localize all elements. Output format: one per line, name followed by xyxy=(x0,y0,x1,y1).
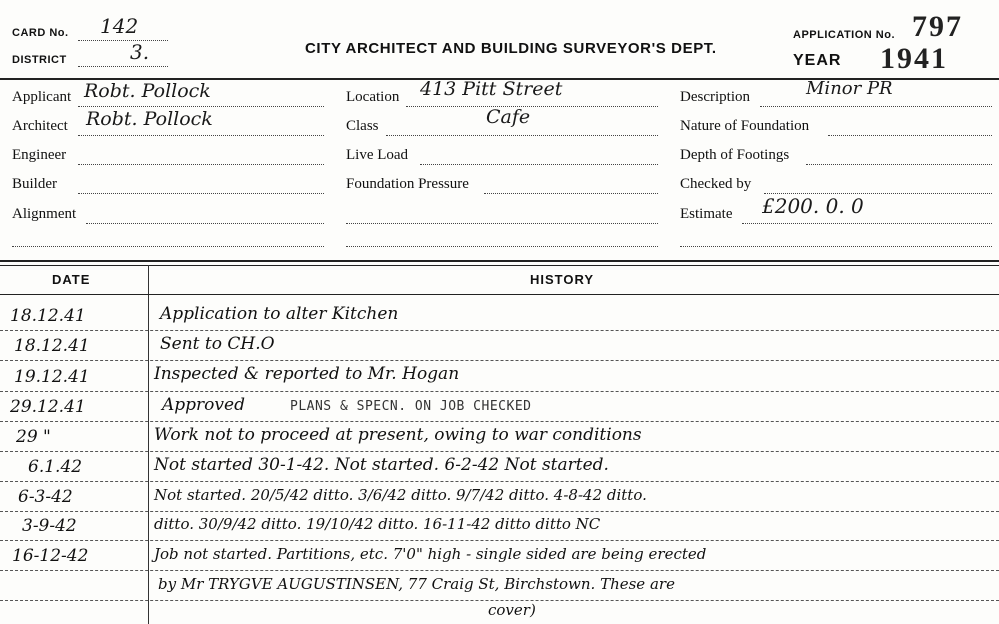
location-label: Location xyxy=(346,89,400,105)
foundation-pressure-line xyxy=(484,193,658,194)
district-line xyxy=(78,66,168,67)
class-line xyxy=(386,135,658,136)
alignment-label: Alignment xyxy=(12,206,77,222)
middle-blank-line-1 xyxy=(346,223,658,224)
row-line xyxy=(0,360,999,361)
row-history: Inspected & reported to Mr. Hogan xyxy=(154,364,460,384)
row-history: Work not to proceed at present, owing to war conditions xyxy=(154,425,642,445)
row-date: 16-12-42 xyxy=(12,546,89,566)
table-top-rule-2 xyxy=(0,265,999,266)
application-label: APPLICATION No. xyxy=(793,29,896,41)
row-history: Not started 30-1-42. Not started. 6-2-42 Not started. xyxy=(154,455,609,475)
applicant-label: Applicant xyxy=(12,89,72,105)
row-date: 6-3-42 xyxy=(18,487,73,507)
row-line xyxy=(0,451,999,452)
engineer-label: Engineer xyxy=(12,147,67,163)
row-history: Not started. 20/5/42 ditto. 3/6/42 ditto. 9/7/42 ditto. 4-8-42 ditto. xyxy=(154,486,647,504)
architect-label: Architect xyxy=(12,118,68,134)
live-load-line xyxy=(420,164,658,165)
description-label: Description xyxy=(680,89,750,105)
header-underline xyxy=(0,294,999,295)
foundation-pressure-label: Foundation Pressure xyxy=(346,176,469,192)
date-header: DATE xyxy=(52,272,91,287)
row-date: 3-9-42 xyxy=(22,516,77,536)
builder-line xyxy=(78,193,324,194)
table-top-rule xyxy=(0,260,999,262)
engineer-line xyxy=(78,164,324,165)
plans-checked-stamp: PLANS & SPECN. ON JOB CHECKED xyxy=(290,399,532,414)
application-number: 797 xyxy=(912,10,963,43)
nature-line xyxy=(828,135,992,136)
row-history: Sent to CH.O xyxy=(160,334,275,354)
alignment-line-2 xyxy=(12,246,324,247)
row-date: 18.12.41 xyxy=(14,336,90,356)
depth-of-footings-label: Depth of Footings xyxy=(680,147,790,163)
row-date: 19.12.41 xyxy=(14,367,90,387)
row-line xyxy=(0,540,999,541)
builder-label: Builder xyxy=(12,176,57,192)
estimate-line xyxy=(742,223,992,224)
row-history: Application to alter Kitchen xyxy=(160,304,399,324)
history-header: HISTORY xyxy=(530,272,595,287)
row-line xyxy=(0,421,999,422)
year-value: 1941 xyxy=(880,42,948,75)
estimate-value: £200. 0. 0 xyxy=(762,194,864,218)
checked-by-label: Checked by xyxy=(680,176,752,192)
estimate-label: Estimate xyxy=(680,206,733,222)
row-date: 6.1.42 xyxy=(28,457,83,477)
card-no-line xyxy=(78,40,168,41)
row-history: ditto. 30/9/42 ditto. 19/10/42 ditto. 16-11-42 ditto ditto NC xyxy=(154,515,601,533)
location-value: 413 Pitt Street xyxy=(420,78,563,100)
depth-line xyxy=(806,164,992,165)
applicant-value: Robt. Pollock xyxy=(84,80,211,102)
row-line xyxy=(0,481,999,482)
location-line xyxy=(406,106,658,107)
class-label: Class xyxy=(346,118,379,134)
row-history: Job not started. Partitions, etc. 7'0" high - single sided are being erected xyxy=(154,545,707,563)
alignment-line xyxy=(86,223,324,224)
row-history: by Mr TRYGVE AUGUSTINSEN, 77 Craig St, Birchstown. These are xyxy=(158,575,675,593)
live-load-label: Live Load xyxy=(346,147,409,163)
right-blank-line xyxy=(680,246,992,247)
row-date: 18.12.41 xyxy=(10,306,86,326)
district-value: 3. xyxy=(130,40,150,64)
architect-line xyxy=(78,135,324,136)
class-value: Cafe xyxy=(486,106,531,128)
row-date: 29 " xyxy=(16,427,51,447)
architect-value: Robt. Pollock xyxy=(86,108,213,130)
middle-blank-line-2 xyxy=(346,246,658,247)
row-history: Approved xyxy=(162,395,245,415)
row-history: cover) xyxy=(488,601,536,619)
dept-title: CITY ARCHITECT AND BUILDING SURVEYOR'S DEPT. xyxy=(305,40,717,57)
description-value: Minor PR xyxy=(806,78,893,99)
district-label: DISTRICT xyxy=(12,54,67,66)
row-date: 29.12.41 xyxy=(10,397,86,417)
applicant-line xyxy=(78,106,324,107)
description-line xyxy=(760,106,992,107)
row-line xyxy=(0,570,999,571)
card-no-value: 142 xyxy=(100,14,139,38)
nature-of-foundation-label: Nature of Foundation xyxy=(680,118,810,134)
row-line xyxy=(0,511,999,512)
card-no-label: CARD No. xyxy=(12,27,69,39)
row-line xyxy=(0,391,999,392)
row-line xyxy=(0,330,999,331)
year-label: YEAR xyxy=(793,52,842,69)
